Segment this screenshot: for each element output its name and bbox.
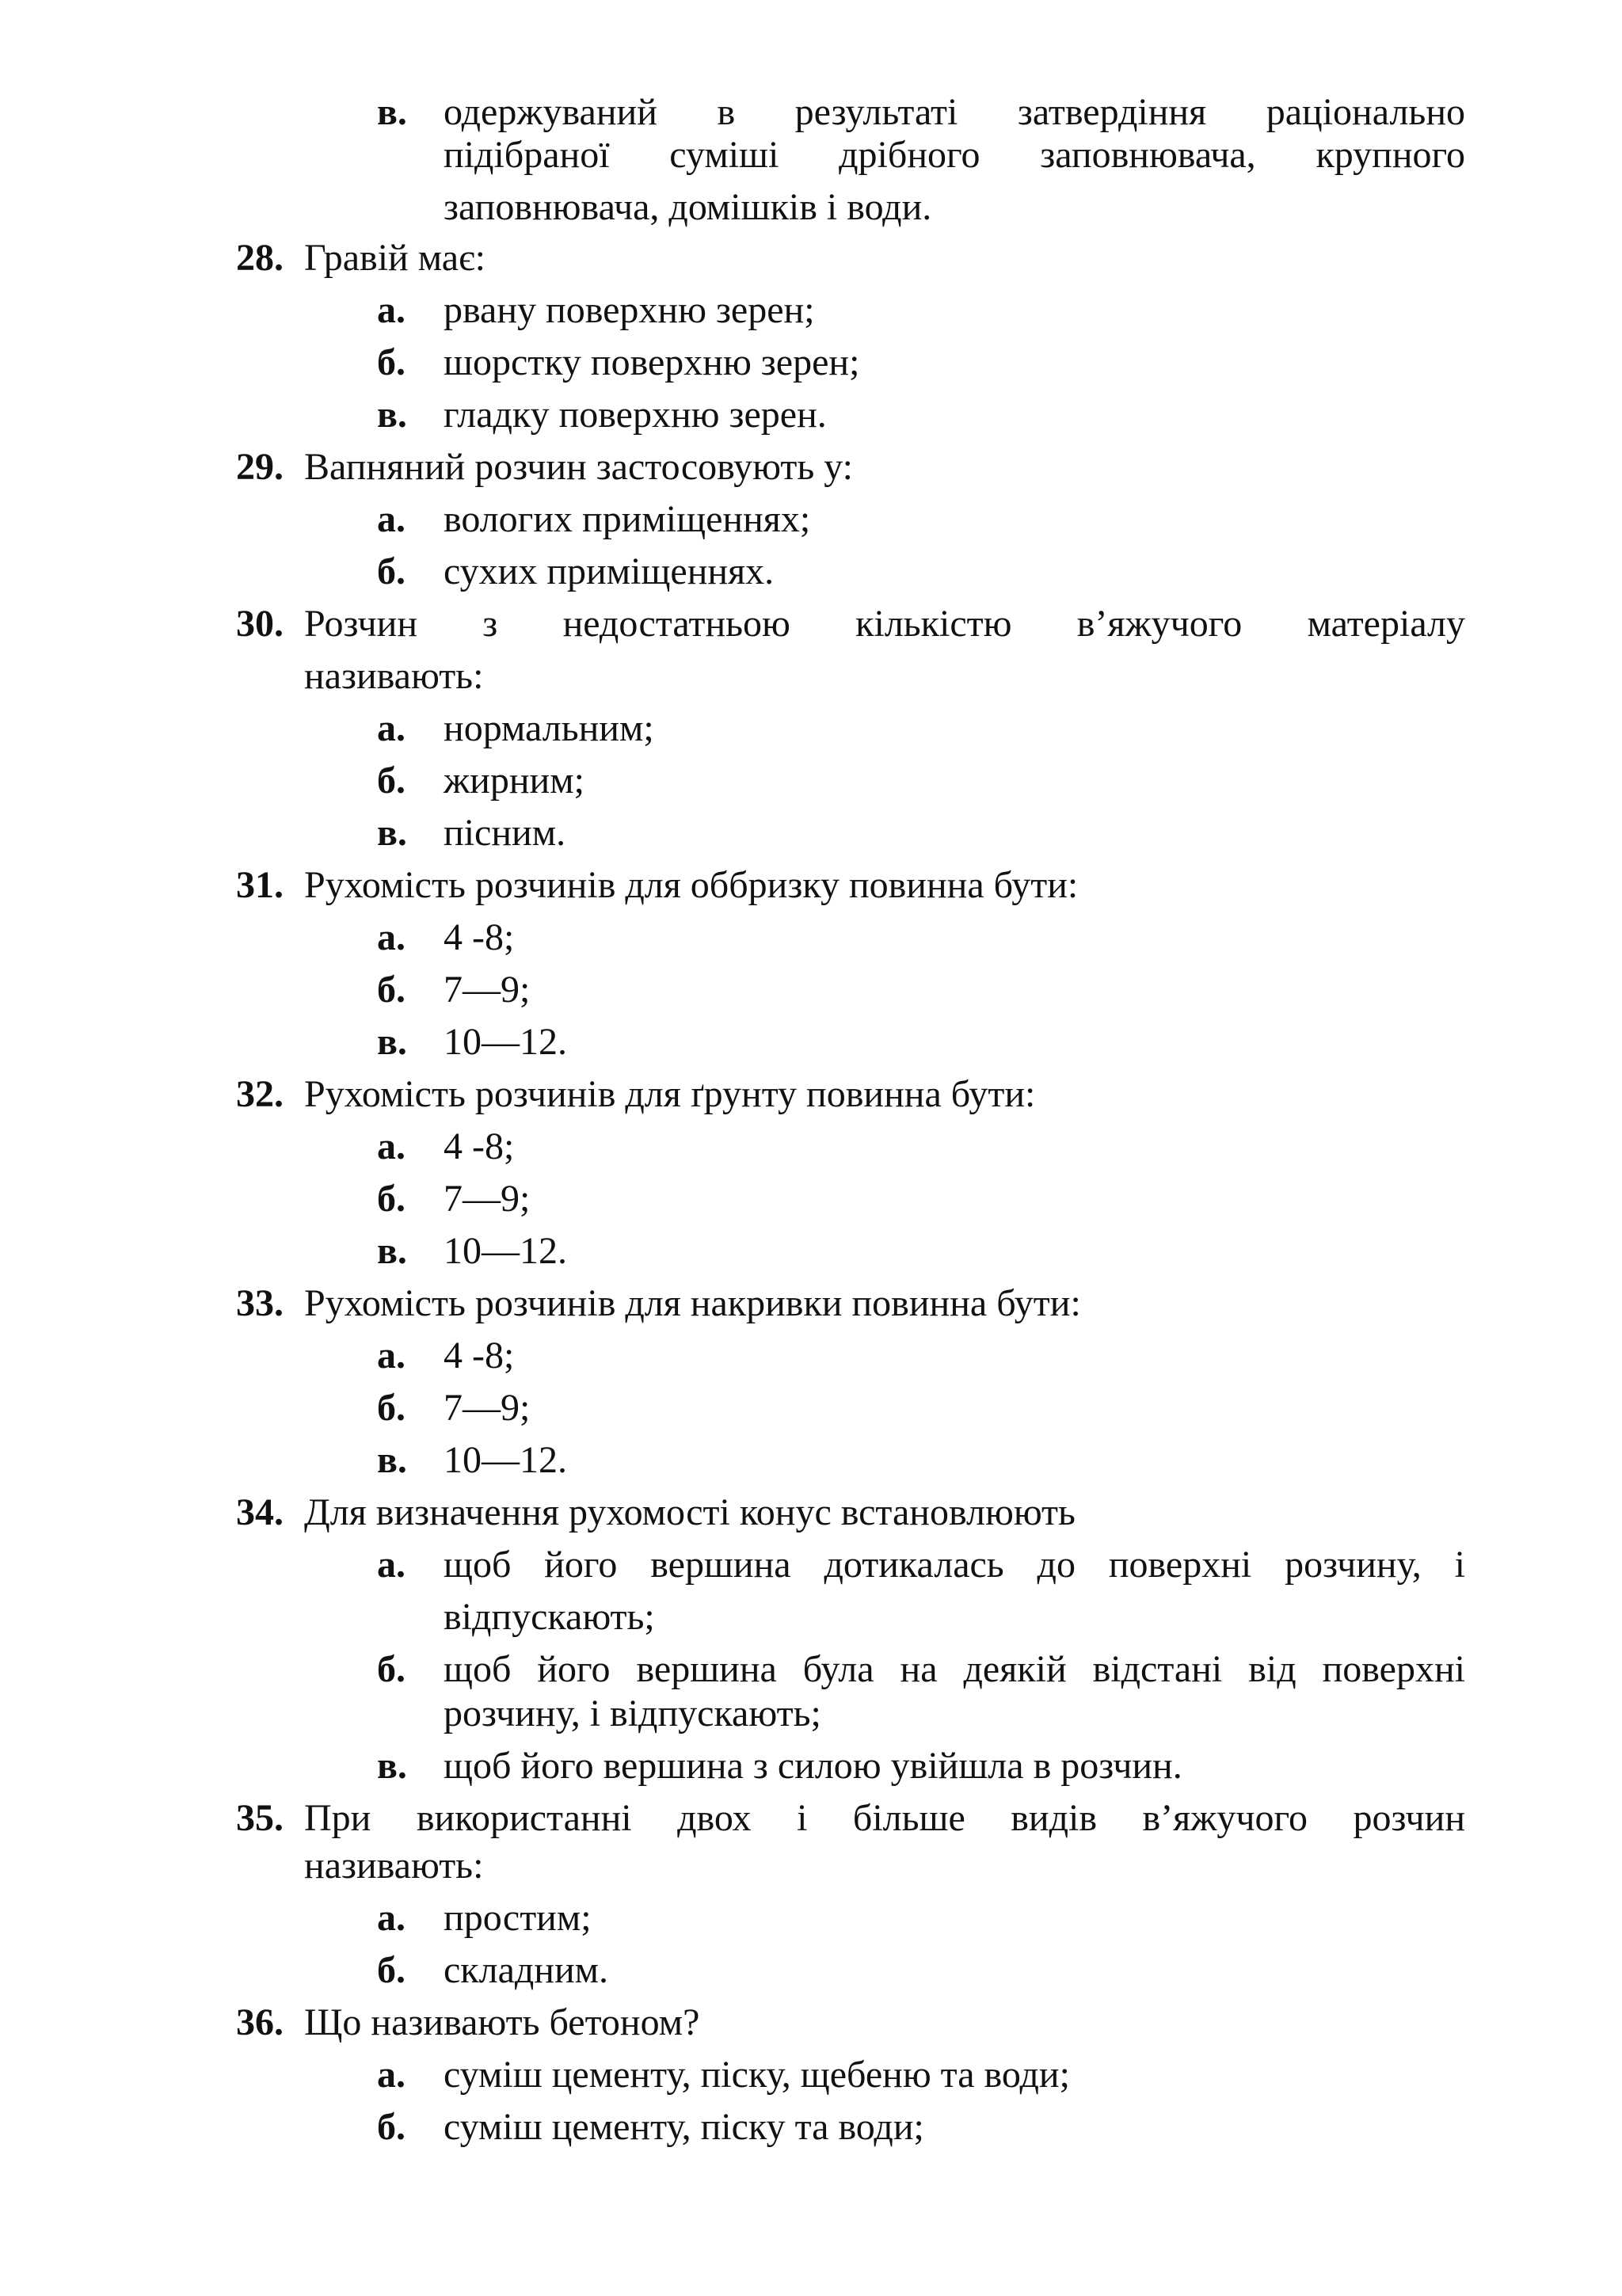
option-text-line: 7—9; (444, 969, 531, 1011)
option-text-line: нормальним; (444, 707, 654, 749)
option-text-line: 7—9; (444, 1387, 531, 1429)
option-letter: б. (377, 1949, 406, 1991)
option-text-line: суміш цементу, піску, щебеню та води; (444, 2054, 1070, 2096)
option-letter: а. (377, 289, 406, 331)
option-text-line: складним. (444, 1949, 609, 1991)
option-letter: а. (377, 1897, 406, 1939)
option-text-line: розчину, і відпускають; (444, 1692, 821, 1734)
option-letter: в. (377, 812, 407, 854)
question-number: 32. (236, 1073, 284, 1115)
option-letter: а. (377, 2054, 406, 2096)
option-text-line: суміш цементу, піску та води; (444, 2106, 924, 2148)
question-text-line: Рухомість розчинів для оббризку повинна бути: (304, 864, 1079, 906)
question-text-line: Розчин з недостатньою кількістю в’яжучого матеріалу (304, 603, 1465, 645)
question-text-line: Вапняний розчин застосовують у: (304, 446, 853, 488)
option-text-line: рвану поверхню зерен; (444, 289, 815, 331)
question-text-line: називають: (304, 655, 484, 697)
option-text-line: щоб його вершина з силою увійшла в розчин. (444, 1745, 1182, 1787)
option-text-line: 10—12. (444, 1230, 567, 1272)
option-letter: б. (377, 1387, 406, 1429)
option-text-line: щоб його вершина була на деякій відстані від поверхні (444, 1648, 1465, 1690)
option-letter: а. (377, 498, 406, 540)
option-letter: б. (377, 969, 406, 1011)
question-number: 31. (236, 864, 284, 906)
option-letter: в. (377, 91, 407, 133)
question-number: 34. (236, 1491, 284, 1533)
option-text-line: пісним. (444, 812, 566, 854)
option-letter: б. (377, 2106, 406, 2148)
option-text-line: 10—12. (444, 1021, 567, 1063)
option-text-line: щоб його вершина дотикалась до поверхні розчину, і (444, 1544, 1465, 1586)
option-text-line: гладку поверхню зерен. (444, 394, 827, 436)
question-text-line: Що називають бетоном? (304, 2001, 700, 2043)
option-letter: в. (377, 1021, 407, 1063)
question-text-line: називають: (304, 1845, 484, 1887)
option-text-line: 4 -8; (444, 916, 515, 958)
question-number: 35. (236, 1797, 284, 1839)
option-letter: б. (377, 550, 406, 592)
option-letter: а. (377, 1335, 406, 1376)
option-letter: а. (377, 1125, 406, 1167)
question-number: 30. (236, 603, 284, 645)
option-text-line: 7—9; (444, 1178, 531, 1220)
option-text-line: відпускають; (444, 1596, 655, 1638)
option-letter: б. (377, 1178, 406, 1220)
question-text-line: При використанні двох і більше видів в’яжучого розчин (304, 1797, 1465, 1839)
question-text-line: Рухомість розчинів для накривки повинна бути: (304, 1282, 1081, 1324)
question-text-line: Для визначення рухомості конус встановлюють (304, 1491, 1076, 1533)
option-text-line: одержуваний в результаті затвердіння раціонально (444, 91, 1465, 133)
option-letter: в. (377, 1439, 407, 1481)
question-number: 29. (236, 446, 284, 488)
option-text-line: 10—12. (444, 1439, 567, 1481)
question-number: 28. (236, 237, 284, 279)
question-text-line: Гравій має: (304, 237, 486, 279)
option-text-line: сухих приміщеннях. (444, 550, 775, 592)
option-text-line: заповнювача, домішків і води. (444, 186, 932, 228)
option-text-line: простим; (444, 1897, 592, 1939)
option-letter: в. (377, 1745, 407, 1787)
option-letter: а. (377, 1544, 406, 1586)
option-text-line: шорстку поверхню зерен; (444, 341, 860, 383)
option-letter: б. (377, 1648, 406, 1690)
option-letter: в. (377, 394, 407, 436)
option-text-line: вологих приміщеннях; (444, 498, 811, 540)
question-number: 36. (236, 2001, 284, 2043)
question-text-line: Рухомість розчинів для ґрунту повинна бути: (304, 1073, 1036, 1115)
question-number: 33. (236, 1282, 284, 1324)
option-text-line: жирним; (444, 760, 584, 802)
option-letter: б. (377, 341, 406, 383)
option-text-line: підібраної суміші дрібного заповнювача, крупного (444, 134, 1465, 176)
option-letter: в. (377, 1230, 407, 1272)
option-letter: б. (377, 760, 406, 802)
option-text-line: 4 -8; (444, 1125, 515, 1167)
option-letter: а. (377, 707, 406, 749)
option-text-line: 4 -8; (444, 1335, 515, 1376)
option-letter: а. (377, 916, 406, 958)
